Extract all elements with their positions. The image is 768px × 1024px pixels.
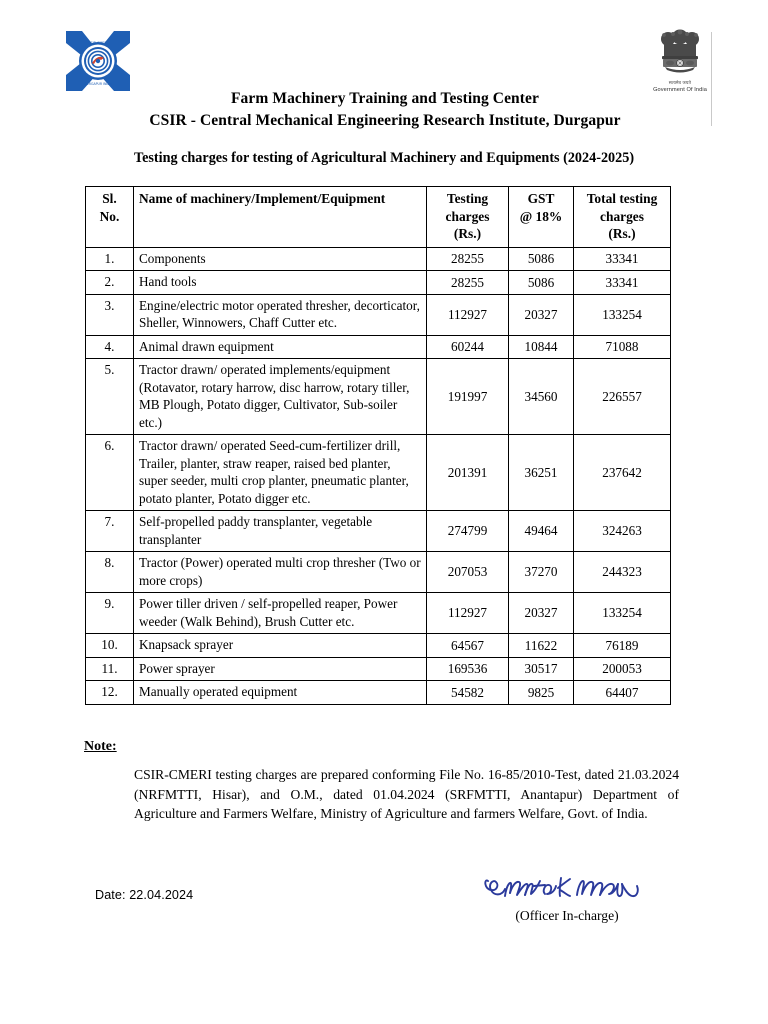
cell-sl-no: 11.	[86, 657, 134, 681]
column-header-gst	[509, 187, 574, 248]
emblem-hindi-motto: सत्यमेव जयते	[668, 80, 692, 85]
cell-sl-no: 1.	[86, 247, 134, 271]
emblem-caption: Government Of India	[653, 87, 707, 93]
cell-machinery-name: Components	[134, 247, 427, 271]
title-line-2: CSIR - Central Mechanical Engineering Research Institute, Durgapur	[149, 112, 621, 129]
table-row	[86, 247, 671, 271]
column-header-name: Name of machinery/Implement/Equipment	[134, 187, 427, 248]
cell-total-charges: 133254	[574, 593, 671, 634]
table-header-row	[86, 187, 671, 248]
cell-sl-no: 3.	[86, 294, 134, 335]
cell-machinery-name: Tractor drawn/ operated implements/equipment (Rotavator, rotary harrow, disc harrow, rotary tiller, MB Plough, Potato digger, Cultivator, Sub-soiler etc.)	[134, 359, 427, 435]
column-header-gst-line1: GST	[527, 191, 555, 206]
column-header-total-charges	[574, 187, 671, 248]
cell-testing-charges: 207053	[427, 552, 509, 593]
cell-testing-charges: 274799	[427, 511, 509, 552]
column-header-sl-no	[86, 187, 134, 248]
cell-gst: 37270	[509, 552, 574, 593]
cell-testing-charges: 28255	[427, 271, 509, 295]
table-row	[86, 657, 671, 681]
cell-testing-charges: 64567	[427, 634, 509, 658]
column-header-testing-line2: charges	[445, 208, 490, 224]
handwritten-signature	[482, 872, 652, 906]
table-row	[86, 511, 671, 552]
cell-total-charges: 244323	[574, 552, 671, 593]
cell-machinery-name: Power sprayer	[134, 657, 427, 681]
cell-machinery-name: Animal drawn equipment	[134, 335, 427, 359]
cell-testing-charges: 60244	[427, 335, 509, 359]
cell-total-charges: 226557	[574, 359, 671, 435]
cell-total-charges: 64407	[574, 681, 671, 705]
cell-gst: 30517	[509, 657, 574, 681]
cell-gst: 9825	[509, 681, 574, 705]
cell-machinery-name: Self-propelled paddy transplanter, vegetable transplanter	[134, 511, 427, 552]
cell-gst: 10844	[509, 335, 574, 359]
cell-total-charges: 200053	[574, 657, 671, 681]
cell-machinery-name: Power tiller driven / self-propelled reaper, Power weeder (Walk Behind), Brush Cutter etc.	[134, 593, 427, 634]
cell-total-charges: 324263	[574, 511, 671, 552]
table-row	[86, 359, 671, 435]
cell-gst: 34560	[509, 359, 574, 435]
table-body	[86, 247, 671, 704]
testing-charges-table	[85, 186, 671, 705]
cell-gst: 49464	[509, 511, 574, 552]
svg-text:CSIR-CMERI: CSIR-CMERI	[88, 41, 108, 45]
cell-sl-no: 4.	[86, 335, 134, 359]
cell-total-charges: 71088	[574, 335, 671, 359]
column-header-testing-line1: Testing	[446, 191, 489, 206]
cell-testing-charges: 169536	[427, 657, 509, 681]
cell-total-charges: 33341	[574, 271, 671, 295]
column-header-testing-charges	[427, 187, 509, 248]
cell-gst: 36251	[509, 435, 574, 511]
page-title	[120, 88, 650, 132]
document-date: Date: 22.04.2024	[95, 888, 194, 902]
note-body: CSIR-CMERI testing charges are prepared conforming File No. 16-85/2010-Test, dated 21.03.2024 (NRFMTTI, Hisar), and O.M., dated 01.04.2024 (SRFMTTI, Anantapur) Department of Agriculture and Farmers Welfare, Ministry of Agriculture and farmers Welfare, Govt. of India.	[134, 767, 679, 821]
signature-block	[452, 872, 682, 925]
cell-testing-charges: 28255	[427, 247, 509, 271]
cell-sl-no: 5.	[86, 359, 134, 435]
header-divider-line	[711, 32, 712, 126]
cell-sl-no: 9.	[86, 593, 134, 634]
table-row	[86, 294, 671, 335]
cell-sl-no: 8.	[86, 552, 134, 593]
cell-sl-no: 12.	[86, 681, 134, 705]
government-of-india-emblem	[648, 26, 712, 106]
column-header-gst-line2: @ 18%	[519, 208, 563, 224]
cell-sl-no: 2.	[86, 271, 134, 295]
officer-in-charge-caption: (Officer In-charge)	[515, 908, 619, 923]
svg-text:DURGAPUR INDIA: DURGAPUR INDIA	[83, 82, 113, 86]
cell-total-charges: 133254	[574, 294, 671, 335]
cell-machinery-name: Manually operated equipment	[134, 681, 427, 705]
title-line-1: Farm Machinery Training and Testing Center	[230, 90, 540, 107]
table-row	[86, 435, 671, 511]
cell-machinery-name: Tractor (Power) operated multi crop thresher (Two or more crops)	[134, 552, 427, 593]
column-header-sl-no-line2: No.	[99, 208, 120, 224]
table-row	[86, 634, 671, 658]
cell-gst: 5086	[509, 247, 574, 271]
cell-machinery-name: Engine/electric motor operated thresher, decorticator, Sheller, Winnowers, Chaff Cutter etc.	[134, 294, 427, 335]
cell-machinery-name: Knapsack sprayer	[134, 634, 427, 658]
cell-testing-charges: 201391	[427, 435, 509, 511]
cell-total-charges: 33341	[574, 247, 671, 271]
note-label: Note:	[84, 739, 117, 754]
cell-machinery-name: Hand tools	[134, 271, 427, 295]
document-subtitle: Testing charges for testing of Agricultural Machinery and Equipments (2024-2025)	[133, 150, 635, 166]
table-row	[86, 593, 671, 634]
cell-sl-no: 10.	[86, 634, 134, 658]
cell-testing-charges: 54582	[427, 681, 509, 705]
cell-machinery-name: Tractor drawn/ operated Seed-cum-fertilizer drill, Trailer, planter, straw reaper, raised bed planter, super seeder, multi crop planter, pneumatic planter, potato planter, Potato digger etc.	[134, 435, 427, 511]
ashoka-lion-capital-icon	[657, 26, 703, 80]
document-header	[0, 0, 768, 140]
cell-testing-charges: 191997	[427, 359, 509, 435]
cell-gst: 5086	[509, 271, 574, 295]
table-row	[86, 271, 671, 295]
column-header-total-line2: charges	[600, 208, 644, 224]
table-row	[86, 552, 671, 593]
column-header-total-line1: Total testing	[586, 191, 658, 206]
cell-total-charges: 237642	[574, 435, 671, 511]
cell-gst: 20327	[509, 294, 574, 335]
cell-sl-no: 6.	[86, 435, 134, 511]
cell-gst: 11622	[509, 634, 574, 658]
column-header-testing-line3: (Rs.)	[453, 226, 482, 241]
column-header-total-line3: (Rs.)	[608, 226, 636, 241]
cell-total-charges: 76189	[574, 634, 671, 658]
cell-testing-charges: 112927	[427, 593, 509, 634]
column-header-sl-no-line1: Sl.	[102, 191, 117, 206]
cell-sl-no: 7.	[86, 511, 134, 552]
table-row	[86, 681, 671, 705]
table-row	[86, 335, 671, 359]
cell-testing-charges: 112927	[427, 294, 509, 335]
cell-gst: 20327	[509, 593, 574, 634]
